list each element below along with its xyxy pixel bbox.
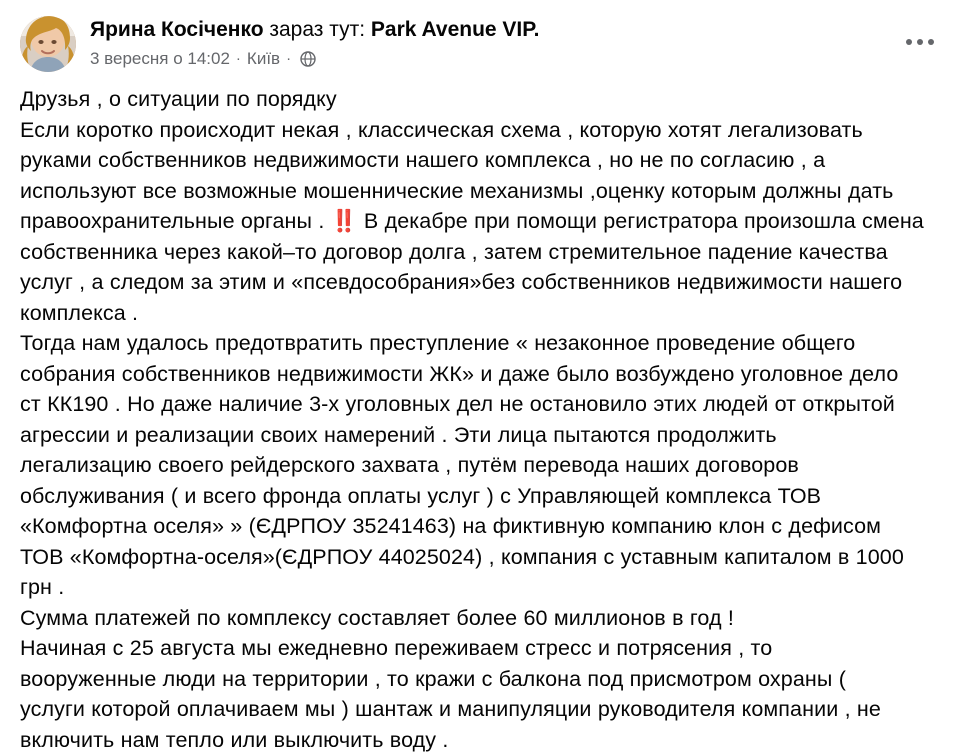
post-line-0: Друзья , о ситуации по порядку [20, 87, 337, 111]
post-header-text [76, 16, 898, 70]
byline [90, 16, 898, 43]
post-timestamp[interactable]: 3 вересня о 14:02 [90, 49, 230, 68]
post-line-5: В декабре при помощи регистратора произошла смена [363, 209, 924, 233]
post-line-1: Если коротко происходит некая , классическая схема , которую хотят легализовать [20, 117, 863, 142]
author-name[interactable]: Ярина Косіченко [90, 18, 264, 41]
byline-connector: зараз тут: [269, 18, 366, 41]
post-line-13: легализацию своего рейдерского захвата , путём перевода наших договоров [20, 453, 799, 477]
post-location[interactable]: Київ [246, 49, 281, 68]
post-meta [90, 48, 898, 70]
post-line-20: вооруженные люди на территории , то кражи с балкона под присмотром охраны ( [20, 666, 846, 691]
post-line-11: ст КК190 . Но даже наличие 3-х уголовных дел не остановило этих людей от открытой [20, 392, 895, 416]
double-exclamation-icon: ‼️ [330, 209, 358, 233]
post-line-9: Тогда нам удалось предотвратить преступление « незаконное проведение общего [20, 331, 856, 355]
meta-separator-2: · [286, 50, 292, 67]
post-line-17: грн . [20, 575, 65, 599]
post-line-7: услуг , а следом за этим и «псевдособрания»без собственников недвижимости нашего [20, 270, 903, 294]
post-line-12: агрессии и реализации своих намерений . Эти лица пытаются продолжить [20, 422, 777, 447]
post-line-10: собрания собственников недвижимости ЖК» и даже было возбуждено уголовное дело [20, 361, 899, 386]
post-line-16: ТОВ «Комфортна-оселя»(ЄДРПОУ 44025024) , компания с уставным капиталом в 1000 [20, 544, 904, 569]
post-header [0, 0, 960, 78]
post-line-2: руками собственников недвижимости нашего комплекса , но не по согласию , а [20, 148, 826, 172]
meta-separator-1: · [235, 50, 241, 67]
post-line-4: правоохранительные органы . [20, 209, 325, 233]
post-line-15: «Комфортна оселя» » (ЄДРПОУ 35241463) на фиктивную компанию клон с дефисом [20, 514, 882, 538]
post-line-3: используют все возможные мошеннические механизмы ,оценку которым должны дать [20, 178, 894, 203]
globe-icon[interactable] [299, 51, 316, 68]
post-text [20, 84, 940, 755]
post-line-22: включить нам тепло или выключить воду . [20, 727, 449, 752]
post-line-14: обслуживания ( и всего фронда оплаты услуг ) с Управляющей комплекса ТОВ [20, 483, 822, 508]
post-line-8: комплекса . [20, 300, 139, 325]
more-options-icon[interactable] [898, 20, 942, 64]
post-line-19: Начиная с 25 августа мы ежедневно переживаем стресс и потрясения , то [20, 636, 773, 660]
post-line-18: Сумма платежей по комплексу составляет более 60 миллионов в год ! [20, 605, 734, 630]
post-line-6: собственника через какой–то договор долга , затем стремительное падение качества [20, 239, 888, 264]
tagged-place[interactable]: Park Avenue VIP. [370, 18, 540, 41]
avatar[interactable] [20, 16, 76, 72]
post-line-21: услуги которой оплачиваем мы ) шантаж и манипуляции руководителя компании , не [20, 697, 881, 721]
post-body [0, 78, 960, 755]
